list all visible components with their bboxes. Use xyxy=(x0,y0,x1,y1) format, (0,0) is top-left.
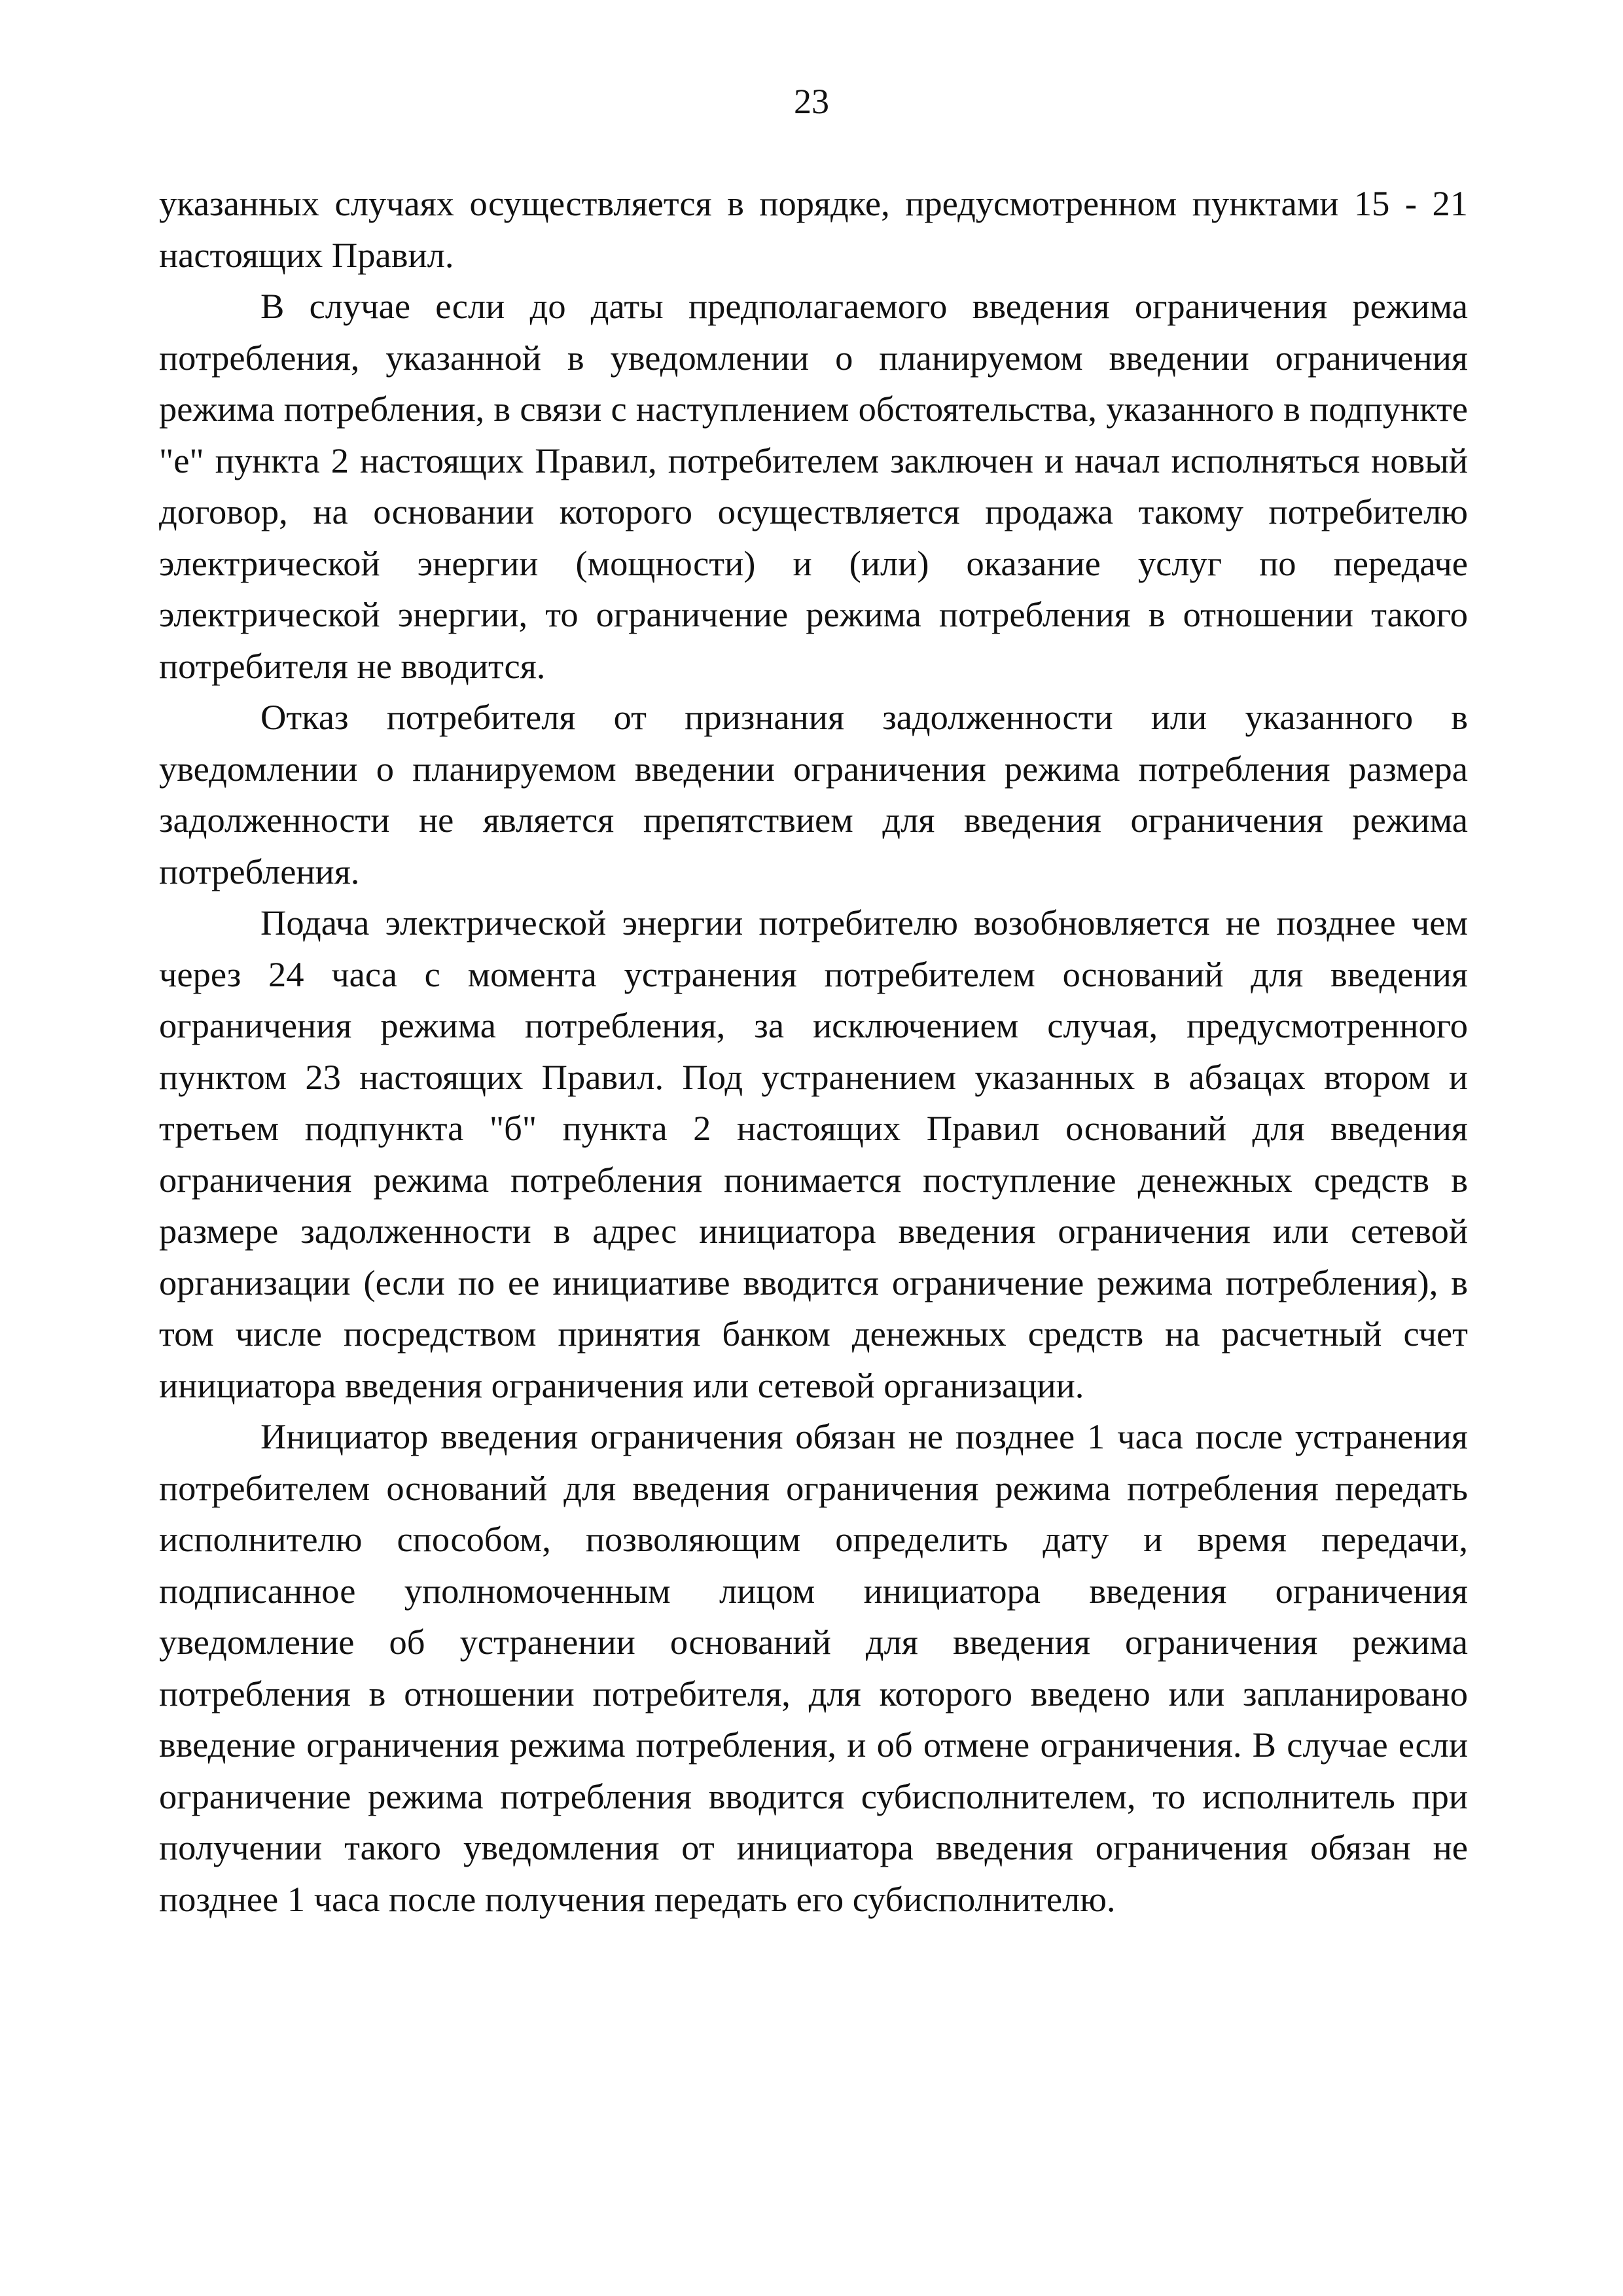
page-number: 23 xyxy=(794,82,829,121)
paragraph-supply-restoration: Подача электрической энергии потребителю возобновляется не позднее чем через 24 часа с момента устранения потребителем оснований для введения ограничения режима потребления, за исключением случая, предусмотренного пунктом 23 настоящих Правил. Под устранением указанных в абзацах втором и третьем подпункта "б" пункта 2 настоящих Правил оснований для введения ограничения режима потребления понимается поступление денежных средств в размере задолженности в адрес инициатора введения ограничения или сетевой организации (если по ее инициативе вводится ограничение режима потребления), в том числе посредством принятия банком денежных средств на расчетный счет инициатора введения ограничения или сетевой организации. xyxy=(159,903,1468,1405)
paragraph-new-contract: В случае если до даты предполагаемого введения ограничения режима потребления, указанной в уведомлении о планируемом введении ограничения режима потребления, в связи с наступлением обстоятельства, указанного в подпункте "е" пункта 2 настоящих Правил, потребителем заключен и начал исполняться новый договор, на основании которого осуществляется продажа такому потребителю электрической энергии (мощности) и (или) оказание услуг по передаче электрической энергии, то ограничение режима потребления в отношении такого потребителя не вводится. xyxy=(159,286,1468,686)
paragraph-debt-dispute: Отказ потребителя от признания задолженности или указанного в уведомлении о планируемом введении ограничения режима потребления размера задолженности не является препятствием для введения ограничения режима потребления. xyxy=(159,697,1468,891)
paragraph-continuation: указанных случаях осуществляется в порядке, предусмотренном пунктами 15 - 21 настоящих Правил. xyxy=(159,183,1468,275)
paragraph-initiator-notice: Инициатор введения ограничения обязан не позднее 1 часа после устранения потребителем оснований для введения ограничения режима потребления передать исполнителю способом, позволяющим определить дату и время передачи, подписанное уполномоченным лицом инициатора введения ограничения уведомление об устранении оснований для введения ограничения режима потребления в отношении потребителя, для которого введено или запланировано введение ограничения режима потребления, и об отмене ограничения. В случае если ограничение режима потребления вводится субисполнителем, то исполнитель при получении такого уведомления от инициатора введения ограничения обязан не позднее 1 часа после получения передать его субисполнителю. xyxy=(159,1416,1468,1919)
document-body xyxy=(159,178,1468,1925)
